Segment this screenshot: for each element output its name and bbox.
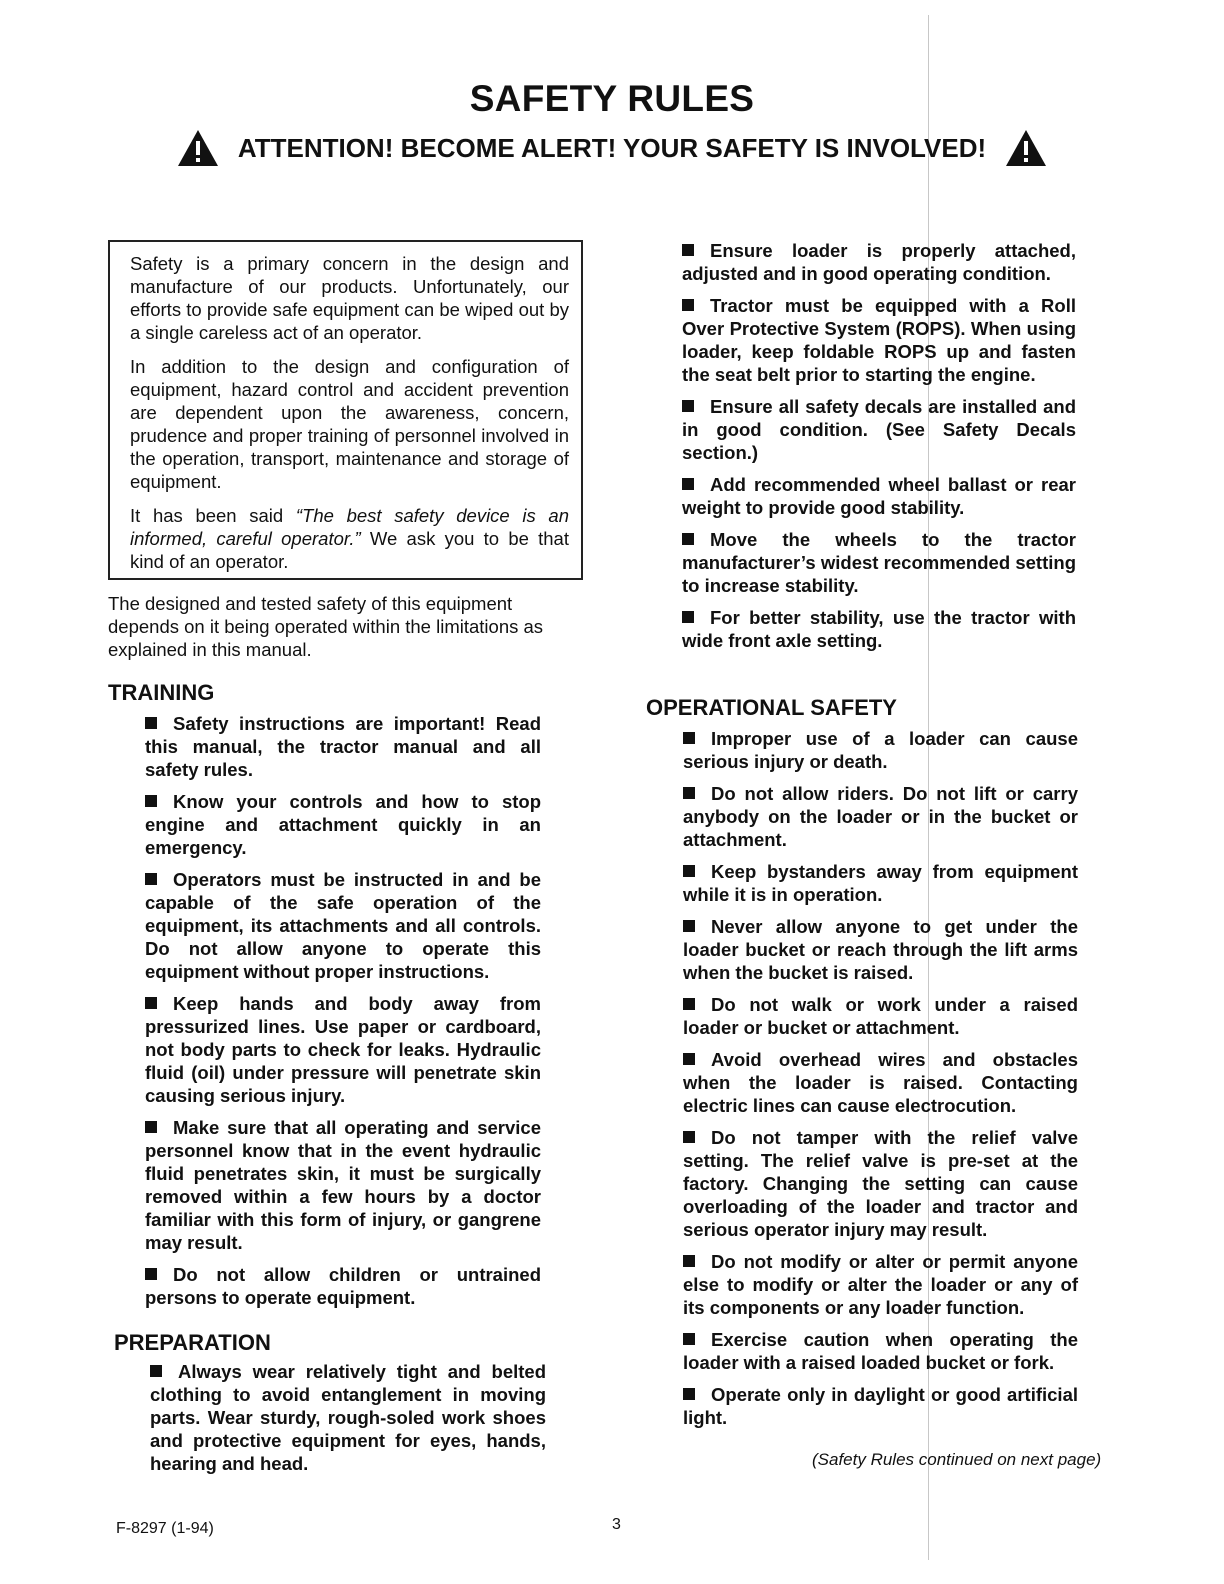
list-item-text: Safety instructions are important! Read this manual, the tractor manual and all safety rules. [145, 713, 541, 780]
square-bullet-icon [683, 865, 695, 877]
list-item [145, 1116, 541, 1254]
warning-triangle-icon [176, 128, 220, 168]
square-bullet-icon [682, 478, 694, 490]
warning-triangle-icon [1004, 128, 1048, 168]
quote-text: “The best safety device is an informed, careful operator.” [130, 505, 569, 549]
square-bullet-icon [145, 1268, 157, 1280]
list-item-text: Never allow anyone to get under the loader bucket or reach through the lift arms when the bucket is raised. [683, 916, 1078, 983]
attention-banner [0, 128, 1224, 168]
preparation-list [150, 1360, 546, 1484]
list-item-text: Do not allow children or untrained persons to operate equipment. [145, 1264, 541, 1308]
list-item [683, 993, 1078, 1039]
list-item-text: Ensure all safety decals are installed and in good condition. (See Safety Decals section.) [682, 396, 1076, 463]
section-title-operational-safety: OPERATIONAL SAFETY [646, 695, 897, 720]
list-item-text: Keep hands and body away from pressurized lines. Use paper or cardboard, not body parts to check for leaks. Hydraulic fluid (oil) under pressure will penetrate skin causing serious injury. [145, 993, 541, 1106]
list-item [683, 727, 1078, 773]
list-item-text: Tractor must be equipped with a Roll Over Protective System (ROPS). When using loader, keep foldable ROPS up and fasten the seat belt prior to starting the engine. [682, 295, 1076, 385]
list-item-text: Know your controls and how to stop engine and attachment quickly in an emergency. [145, 791, 541, 858]
list-item-text: Exercise caution when operating the loader with a raised loaded bucket or fork. [683, 1329, 1078, 1373]
training-list [145, 712, 541, 1318]
list-item [145, 712, 541, 781]
intro-paragraph: The designed and tested safety of this equipment depends on it being operated within the limitations as explained in this manual. [108, 593, 544, 660]
list-item-text: For better stability, use the tractor with wide front axle setting. [682, 607, 1076, 651]
square-bullet-icon [683, 732, 695, 744]
preparation-continued-list [682, 239, 1076, 661]
square-bullet-icon [682, 611, 694, 623]
square-bullet-icon [683, 787, 695, 799]
continued-note: (Safety Rules continued on next page) [812, 1450, 1102, 1469]
safety-statement-box [108, 240, 583, 580]
attention-text: ATTENTION! BECOME ALERT! YOUR SAFETY IS INVOLVED! [237, 132, 987, 163]
square-bullet-icon [682, 400, 694, 412]
square-bullet-icon [682, 533, 694, 545]
square-bullet-icon [683, 1053, 695, 1065]
section-title-training: TRAINING [108, 680, 215, 705]
square-bullet-icon [145, 717, 157, 729]
list-item-text: Do not allow riders. Do not lift or carry anybody on the loader or in the bucket or attachment. [683, 783, 1078, 850]
square-bullet-icon [683, 1333, 695, 1345]
square-bullet-icon [145, 795, 157, 807]
list-item [683, 860, 1078, 906]
list-item [683, 915, 1078, 984]
list-item [145, 868, 541, 983]
box-paragraph: Safety is a primary concern in the design and manufacture of our products. Unfortunately, our efforts to provide safe equipment can be wiped out by a single careless act of an operator. [130, 253, 569, 343]
list-item-text: Move the wheels to the tractor manufacturer’s widest recommended setting to increase stability. [682, 529, 1076, 596]
list-item [683, 1048, 1078, 1117]
square-bullet-icon [683, 1255, 695, 1267]
list-item-text: Improper use of a loader can cause serious injury or death. [683, 728, 1078, 772]
square-bullet-icon [683, 1388, 695, 1400]
square-bullet-icon [145, 873, 157, 885]
list-item [683, 1250, 1078, 1319]
list-item [150, 1360, 546, 1475]
box-text: It has been said [130, 505, 296, 526]
list-item-text: Always wear relatively tight and belted clothing to avoid entanglement in moving parts. Wear sturdy, rough-soled work shoes and protective equipment for eyes, hands, hearing and head. [150, 1361, 546, 1474]
box-text: We ask you to be that kind of an operator. [130, 528, 569, 572]
list-item-text: Operators must be instructed in and be capable of the safe operation of the equipment, its attachments and all controls. Do not allow anyone to operate this equipment without proper instructions. [145, 869, 541, 982]
square-bullet-icon [683, 998, 695, 1010]
list-item-text: Do not modify or alter or permit anyone else to modify or alter the loader or any of its components or any loader function. [683, 1251, 1078, 1318]
page-number: 3 [612, 1516, 621, 1533]
square-bullet-icon [145, 1121, 157, 1133]
list-item-text: Make sure that all operating and service personnel know that in the event hydraulic fluid penetrates skin, it must be surgically removed within a few hours by a doctor familiar with this form of injury, or gangrene may result. [145, 1117, 541, 1253]
list-item [683, 1126, 1078, 1241]
list-item-text: Ensure loader is properly attached, adjusted and in good operating condition. [682, 240, 1076, 284]
list-item [682, 473, 1076, 519]
square-bullet-icon [682, 244, 694, 256]
list-item-text: Avoid overhead wires and obstacles when the loader is raised. Contacting electric lines can cause electrocution. [683, 1049, 1078, 1116]
list-item [683, 1328, 1078, 1374]
operational-safety-list [683, 727, 1078, 1438]
square-bullet-icon [683, 920, 695, 932]
list-item [683, 782, 1078, 851]
square-bullet-icon [682, 299, 694, 311]
list-item-text: Add recommended wheel ballast or rear weight to provide good stability. [682, 474, 1076, 518]
square-bullet-icon [150, 1365, 162, 1377]
list-item [145, 992, 541, 1107]
list-item [683, 1383, 1078, 1429]
box-paragraph: In addition to the design and configuration of equipment, hazard control and accident prevention are dependent upon the awareness, concern, prudence and proper training of personnel involved in the operation, transport, maintenance and storage of equipment. [130, 356, 569, 492]
list-item [682, 294, 1076, 386]
list-item-text: Operate only in daylight or good artificial light. [683, 1384, 1078, 1428]
list-item [682, 528, 1076, 597]
list-item [682, 606, 1076, 652]
square-bullet-icon [683, 1131, 695, 1143]
list-item-text: Keep bystanders away from equipment while it is in operation. [683, 861, 1078, 905]
form-code: F-8297 (1-94) [116, 1520, 214, 1537]
list-item [145, 1263, 541, 1309]
box-paragraph [130, 504, 569, 573]
list-item-text: Do not tamper with the relief valve setting. The relief valve is pre-set at the factory. Changing the setting can cause overloading of the loader and tractor and serious operator injury may result. [683, 1127, 1078, 1240]
list-item [682, 395, 1076, 464]
list-item [682, 239, 1076, 285]
square-bullet-icon [145, 997, 157, 1009]
list-item [145, 790, 541, 859]
page-title: SAFETY RULES [469, 78, 755, 119]
list-item-text: Do not walk or work under a raised loader or bucket or attachment. [683, 994, 1078, 1038]
section-title-preparation: PREPARATION [114, 1330, 271, 1355]
